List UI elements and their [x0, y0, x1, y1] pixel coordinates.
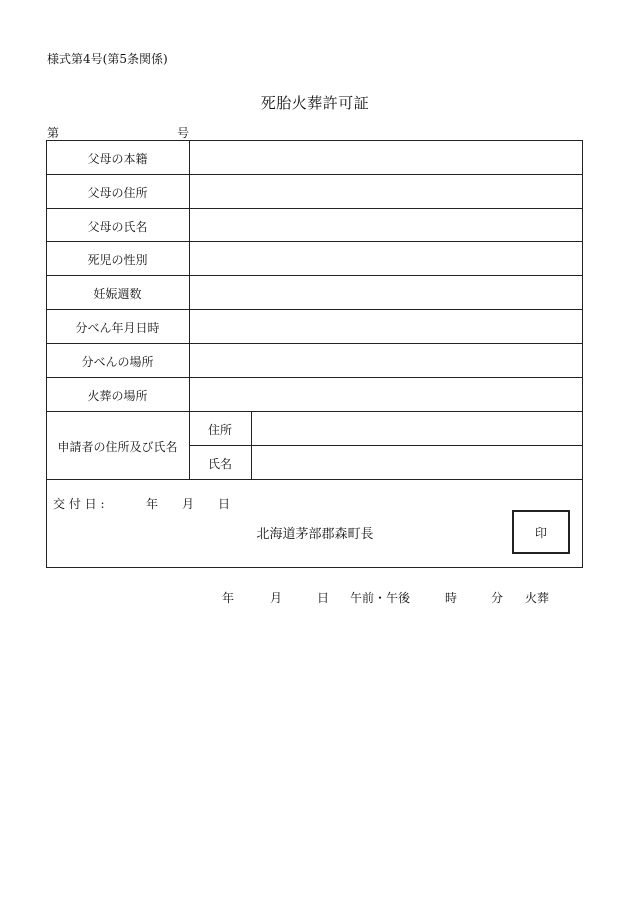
row-divider	[46, 411, 583, 412]
footer-cremation-label: 火葬	[525, 591, 550, 605]
document-title: 死胎火葬許可証	[260, 94, 370, 112]
issue-date-row	[53, 495, 105, 512]
label-applicant: 申請者の住所及び氏名	[57, 440, 178, 454]
row-divider	[46, 343, 583, 344]
footer-day-label: 日	[317, 591, 330, 605]
table-border-bottom	[46, 567, 583, 568]
column-divider	[251, 411, 252, 479]
row-divider	[46, 241, 583, 242]
footer-month-label: 月	[270, 591, 283, 605]
issue-month-label: 月	[182, 497, 195, 511]
issue-year-label: 年	[146, 497, 159, 511]
row-divider	[46, 309, 583, 310]
label-parents-domicile: 父母の本籍	[87, 152, 148, 166]
column-divider	[189, 140, 190, 479]
seal-mark: 印	[534, 526, 547, 540]
label-parents-name: 父母の氏名	[87, 220, 148, 234]
table-border-right	[582, 140, 583, 568]
issuing-authority: 北海道茅部郡森町長	[256, 527, 374, 542]
label-applicant-address: 住所	[208, 423, 233, 437]
footer-minute-label: 分	[491, 591, 504, 605]
table-border-top	[46, 140, 583, 141]
permit-form-table	[46, 140, 583, 568]
form-code: 様式第4号(第5条関係)	[47, 52, 168, 66]
footer-ampm-label: 午前・午後	[350, 591, 411, 605]
row-divider	[46, 174, 583, 175]
row-divider	[46, 479, 583, 480]
issue-date-label: 交 付 日 :	[53, 497, 105, 511]
row-divider	[46, 208, 583, 209]
issue-day-label: 日	[218, 497, 231, 511]
row-divider	[189, 445, 583, 446]
label-delivery-datetime: 分べん年月日時	[75, 321, 160, 335]
label-applicant-name: 氏名	[208, 457, 233, 471]
number-suffix: 号	[177, 126, 190, 140]
label-child-sex: 死児の性別	[87, 253, 148, 267]
row-divider	[46, 377, 583, 378]
seal-box	[512, 510, 570, 554]
number-prefix: 第	[47, 126, 60, 140]
label-cremation-place: 火葬の場所	[87, 389, 148, 403]
label-delivery-place: 分べんの場所	[81, 355, 154, 369]
label-parents-address: 父母の住所	[87, 186, 148, 200]
footer-year-label: 年	[222, 591, 235, 605]
label-gestation-weeks: 妊娠週数	[93, 287, 142, 301]
row-divider	[46, 275, 583, 276]
footer-hour-label: 時	[445, 591, 458, 605]
